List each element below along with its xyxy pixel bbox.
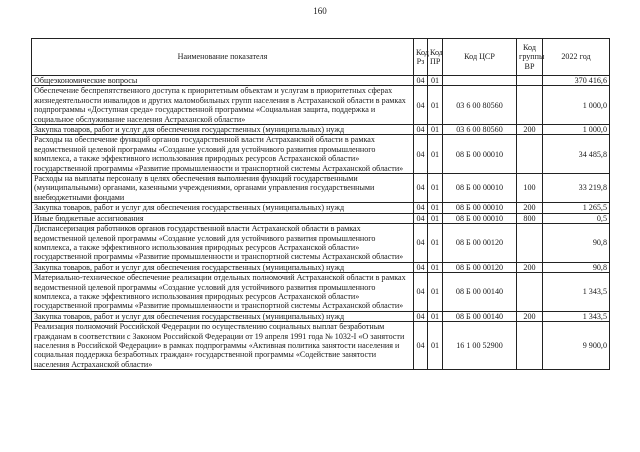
row-code-csr: 08 Б 00 00120 [443,262,517,272]
row-code-vr: 200 [517,203,543,213]
row-name: Диспансеризация работников органов государственной власти Астраханской области в рамках ведомственной целевой программы «Создание условий для устойчивого развития промышленного комплекса, а также эффективного использования природных ресурсов Астраханской области» государственной программы «Развитие промышленности и транспортной системы Астраханской области» [32,224,414,263]
table-row [32,213,610,223]
table-row [32,174,610,203]
row-code-rz: 04 [414,213,428,223]
row-code-pr: 01 [428,135,443,174]
row-code-vr: 200 [517,311,543,321]
row-name: Иные бюджетные ассигнования [32,213,414,223]
header-csr: Код ЦСР [443,39,517,76]
budget-table [31,38,610,370]
row-value-2022: 370 416,6 [543,76,610,86]
row-code-csr: 03 6 00 80560 [443,86,517,125]
row-code-csr: 08 Б 00 00010 [443,174,517,203]
table-row [32,262,610,272]
row-code-vr: 200 [517,125,543,135]
row-name: Расходы на выплаты персоналу в целях обеспечения выполнения функций государственными (муниципальными) органами, казенными учреждениями, органами управления государственными внебюджетными фондами [32,174,414,203]
row-code-rz: 04 [414,262,428,272]
row-name: Закупка товаров, работ и услуг для обеспечения государственных (муниципальных) нужд [32,125,414,135]
row-code-vr: 200 [517,262,543,272]
row-code-vr [517,224,543,263]
row-code-csr [443,76,517,86]
row-code-csr: 08 Б 00 00140 [443,311,517,321]
row-code-vr: 100 [517,174,543,203]
row-code-pr: 01 [428,203,443,213]
row-name: Общеэкономические вопросы [32,76,414,86]
row-code-csr: 08 Б 00 00010 [443,213,517,223]
table-row [32,224,610,263]
row-code-vr [517,76,543,86]
header-year: 2022 год [543,39,610,76]
row-code-rz: 04 [414,76,428,86]
row-value-2022: 34 485,8 [543,135,610,174]
row-code-rz: 04 [414,224,428,263]
header-vr: Код группы ВР [517,39,543,76]
row-code-csr: 08 Б 00 00010 [443,135,517,174]
row-value-2022: 0,5 [543,213,610,223]
row-code-csr: 08 Б 00 00140 [443,273,517,312]
row-code-rz: 04 [414,174,428,203]
header-name: Наименование показателя [32,39,414,76]
row-code-csr: 08 Б 00 00010 [443,203,517,213]
row-code-rz: 04 [414,322,428,370]
row-code-pr: 01 [428,273,443,312]
row-code-vr [517,86,543,125]
row-value-2022: 1 000,0 [543,125,610,135]
table-header-row [32,39,610,76]
row-code-pr: 01 [428,224,443,263]
row-value-2022: 33 219,8 [543,174,610,203]
table-row [32,76,610,86]
row-code-pr: 01 [428,262,443,272]
row-value-2022: 1 000,0 [543,86,610,125]
row-value-2022: 1 343,5 [543,311,610,321]
row-code-rz: 04 [414,311,428,321]
row-name: Закупка товаров, работ и услуг для обеспечения государственных (муниципальных) нужд [32,203,414,213]
table-row [32,322,610,370]
row-code-pr: 01 [428,213,443,223]
row-code-pr: 01 [428,322,443,370]
header-pr: Код ПР [428,39,443,76]
row-code-vr [517,135,543,174]
row-name: Расходы на обеспечение функций органов государственной власти Астраханской области в рамках ведомственной целевой программы «Создание условий для устойчивого развития промышленного комплекса, а также эффективного использования природных ресурсов Астраханской области» государственной программы «Развитие промышленности и транспортной системы Астраханской области» [32,135,414,174]
table-row [32,203,610,213]
row-code-pr: 01 [428,76,443,86]
row-code-csr: 08 Б 00 00120 [443,224,517,263]
row-value-2022: 1 343,5 [543,273,610,312]
row-code-vr: 800 [517,213,543,223]
row-code-pr: 01 [428,311,443,321]
table-row [32,311,610,321]
row-code-rz: 04 [414,203,428,213]
row-code-pr: 01 [428,174,443,203]
row-value-2022: 90,8 [543,262,610,272]
row-name: Реализация полномочий Российской Федерации по осуществлению социальных выплат безработным гражданам в соответствии с Законом Российской Федерации от 19 апреля 1991 года № 1032-I «О занятости населения в Российской Федерации» в рамках подпрограммы «Активная политика занятости населения и социальная поддержка безработных граждан» государственной программы «Содействие занятости населения Астраханской области» [32,322,414,370]
row-name: Закупка товаров, работ и услуг для обеспечения государственных (муниципальных) нужд [32,311,414,321]
row-code-csr: 16 1 00 52900 [443,322,517,370]
row-value-2022: 90,8 [543,224,610,263]
row-name: Материально-техническое обеспечение реализации отдельных полномочий Астраханской области в рамках ведомственной целевой программы «Создание условий для устойчивого развития промышленного комплекса, а также эффективного использования природных ресурсов Астраханской области» государственной программы «Развитие промышленности и транспортной системы Астраханской области» [32,273,414,312]
row-code-csr: 03 6 00 80560 [443,125,517,135]
row-code-vr [517,322,543,370]
row-name: Обеспечение беспрепятственного доступа к приоритетным объектам и услугам в приоритетных сферах жизнедеятельности инвалидов и других маломобильных групп населения в Астраханской области в рамках подпрограммы «Доступная среда» государственной программы «Социальная защита, поддержка и социальное обслуживание населения Астраханской области» [32,86,414,125]
row-code-rz: 04 [414,135,428,174]
row-name: Закупка товаров, работ и услуг для обеспечения государственных (муниципальных) нужд [32,262,414,272]
page-number: 160 [313,6,327,16]
header-rz: Код Рз [414,39,428,76]
row-code-rz: 04 [414,125,428,135]
row-value-2022: 9 900,0 [543,322,610,370]
table-row [32,125,610,135]
row-value-2022: 1 265,5 [543,203,610,213]
row-code-vr [517,273,543,312]
table-row [32,135,610,174]
row-code-pr: 01 [428,86,443,125]
row-code-pr: 01 [428,125,443,135]
row-code-rz: 04 [414,86,428,125]
table-row [32,86,610,125]
row-code-rz: 04 [414,273,428,312]
table-row [32,273,610,312]
